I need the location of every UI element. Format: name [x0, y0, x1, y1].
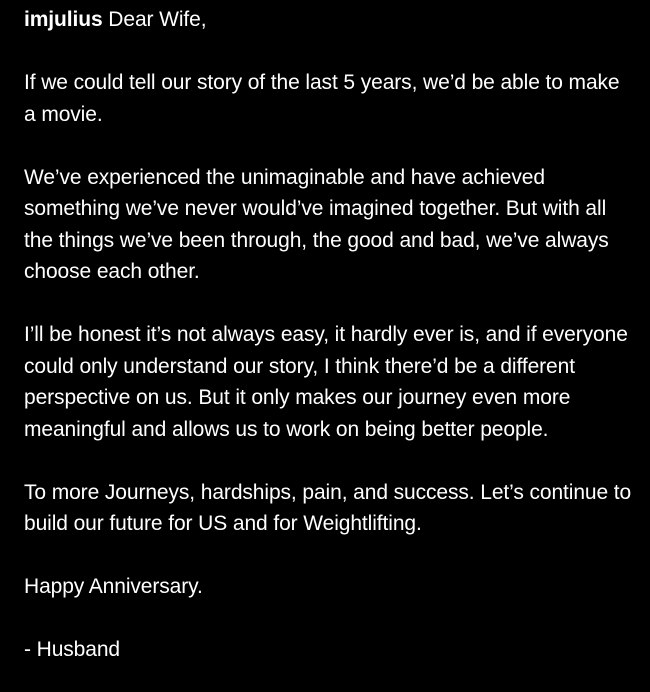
caption-paragraph-2: We’ve experienced the unimaginable and have achieved something we’ve never would’ve imagined together. But with all the things we’ve been through, the good and bad, we’ve always choose each other.	[24, 165, 609, 283]
caption-paragraph-5: Happy Anniversary.	[24, 575, 203, 598]
username-link[interactable]: imjulius	[24, 8, 103, 31]
caption-signature: - Husband	[24, 638, 120, 661]
post-caption	[24, 4, 636, 666]
caption-paragraph-3: I’ll be honest it’s not always easy, it hardly ever is, and if everyone could only understand our story, I think there’d be a different perspective on us. But it only makes our journey even more meaningful and allows us to work on being better people.	[24, 323, 628, 441]
caption-paragraph-1: If we could tell our story of the last 5 years, we’d be able to make a movie.	[24, 71, 620, 126]
caption-header	[24, 4, 636, 36]
caption-paragraph-4: To more Journeys, hardships, pain, and success. Let’s continue to build our future for US and for Weightlifting.	[24, 480, 632, 535]
greeting-text: Dear Wife,	[108, 8, 207, 31]
